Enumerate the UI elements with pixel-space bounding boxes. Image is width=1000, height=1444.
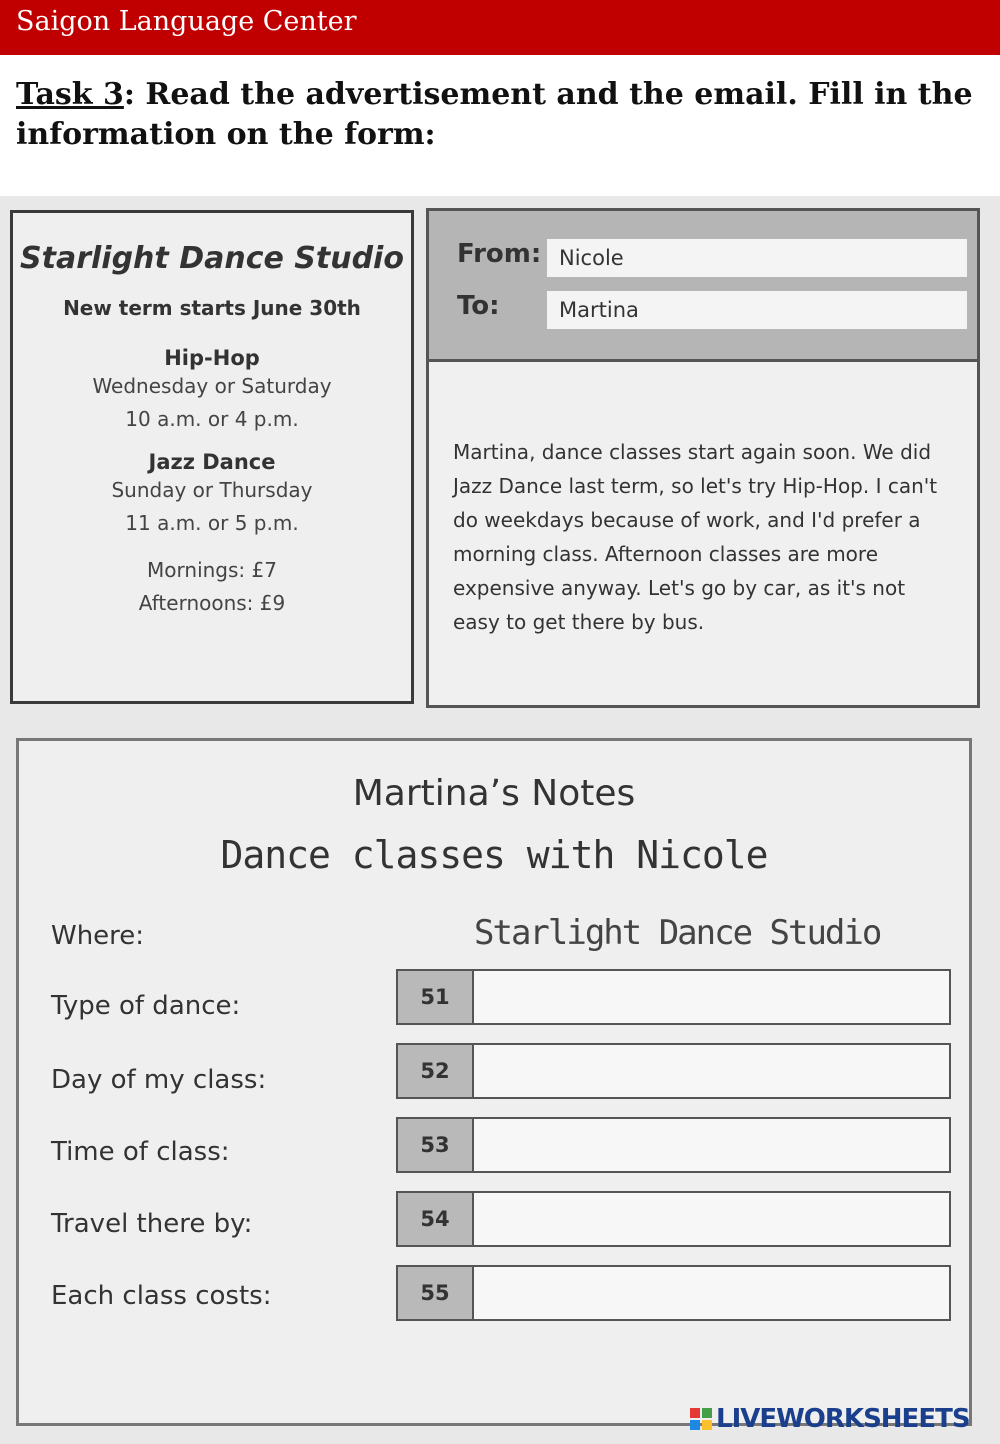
field-number: 52 [398, 1045, 474, 1097]
ad-class-times: 11 a.m. or 5 p.m. [125, 511, 299, 535]
task-label: Task 3 [16, 77, 124, 112]
field-number: 53 [398, 1119, 474, 1171]
email-from-label: From: [457, 239, 542, 269]
task-instruction [16, 75, 976, 155]
email-body: Martina, dance classes start again soon. We did Jazz Dance last term, so let's try Hip-Hop. I can't do weekdays because of work, and I'd prefer a morning class. Afternoon classes are more expensive anyway. Let's go by car, as it's not easy to get there by bus. [453, 440, 938, 634]
ad-class-name: Jazz Dance [148, 450, 276, 474]
email-header [429, 211, 977, 362]
page-header [0, 0, 1000, 55]
answer-field-day[interactable] [396, 1043, 951, 1099]
email-to-label: To: [457, 291, 500, 321]
where-value: Starlight Dance Studio [474, 913, 881, 953]
ad-price-afternoon: Afternoons: £9 [138, 591, 286, 615]
notes-subtitle: Dance classes with Nicole [220, 833, 768, 877]
field-label-cost: Each class costs: [51, 1281, 272, 1311]
email [426, 208, 980, 708]
advertisement [10, 210, 414, 704]
header-title: Saigon Language Center [16, 6, 357, 37]
watermark-text: LIVEWORKSHEETS [716, 1404, 970, 1434]
email-from-value: Nicole [547, 239, 967, 277]
field-number: 54 [398, 1193, 474, 1245]
field-label-time: Time of class: [51, 1137, 230, 1167]
answer-field-travel[interactable] [396, 1191, 951, 1247]
ad-class-days: Sunday or Thursday [111, 478, 313, 502]
ad-class-times: 10 a.m. or 4 p.m. [125, 407, 299, 431]
ad-class-days: Wednesday or Saturday [92, 374, 332, 398]
ad-title: Starlight Dance Studio [20, 241, 404, 276]
answer-field-type[interactable] [396, 969, 951, 1025]
liveworksheets-logo-icon [690, 1408, 712, 1430]
notes-form [16, 738, 972, 1426]
notes-title: Martina’s Notes [352, 773, 636, 814]
task-text: : Read the advertisement and the email. Fill in the information on the form: [16, 77, 973, 152]
where-label: Where: [51, 921, 145, 951]
ad-class-name: Hip-Hop [164, 346, 260, 370]
ad-price-morning: Mornings: £7 [147, 558, 277, 582]
field-number: 51 [398, 971, 474, 1023]
field-label-travel: Travel there by: [51, 1209, 253, 1239]
ad-term: New term starts June 30th [63, 296, 361, 320]
liveworksheets-watermark [690, 1404, 970, 1434]
answer-field-time[interactable] [396, 1117, 951, 1173]
field-label-day: Day of my class: [51, 1065, 267, 1095]
email-to-value: Martina [547, 291, 967, 329]
answer-field-cost[interactable] [396, 1265, 951, 1321]
field-number: 55 [398, 1267, 474, 1319]
field-label-type: Type of dance: [51, 991, 241, 1021]
